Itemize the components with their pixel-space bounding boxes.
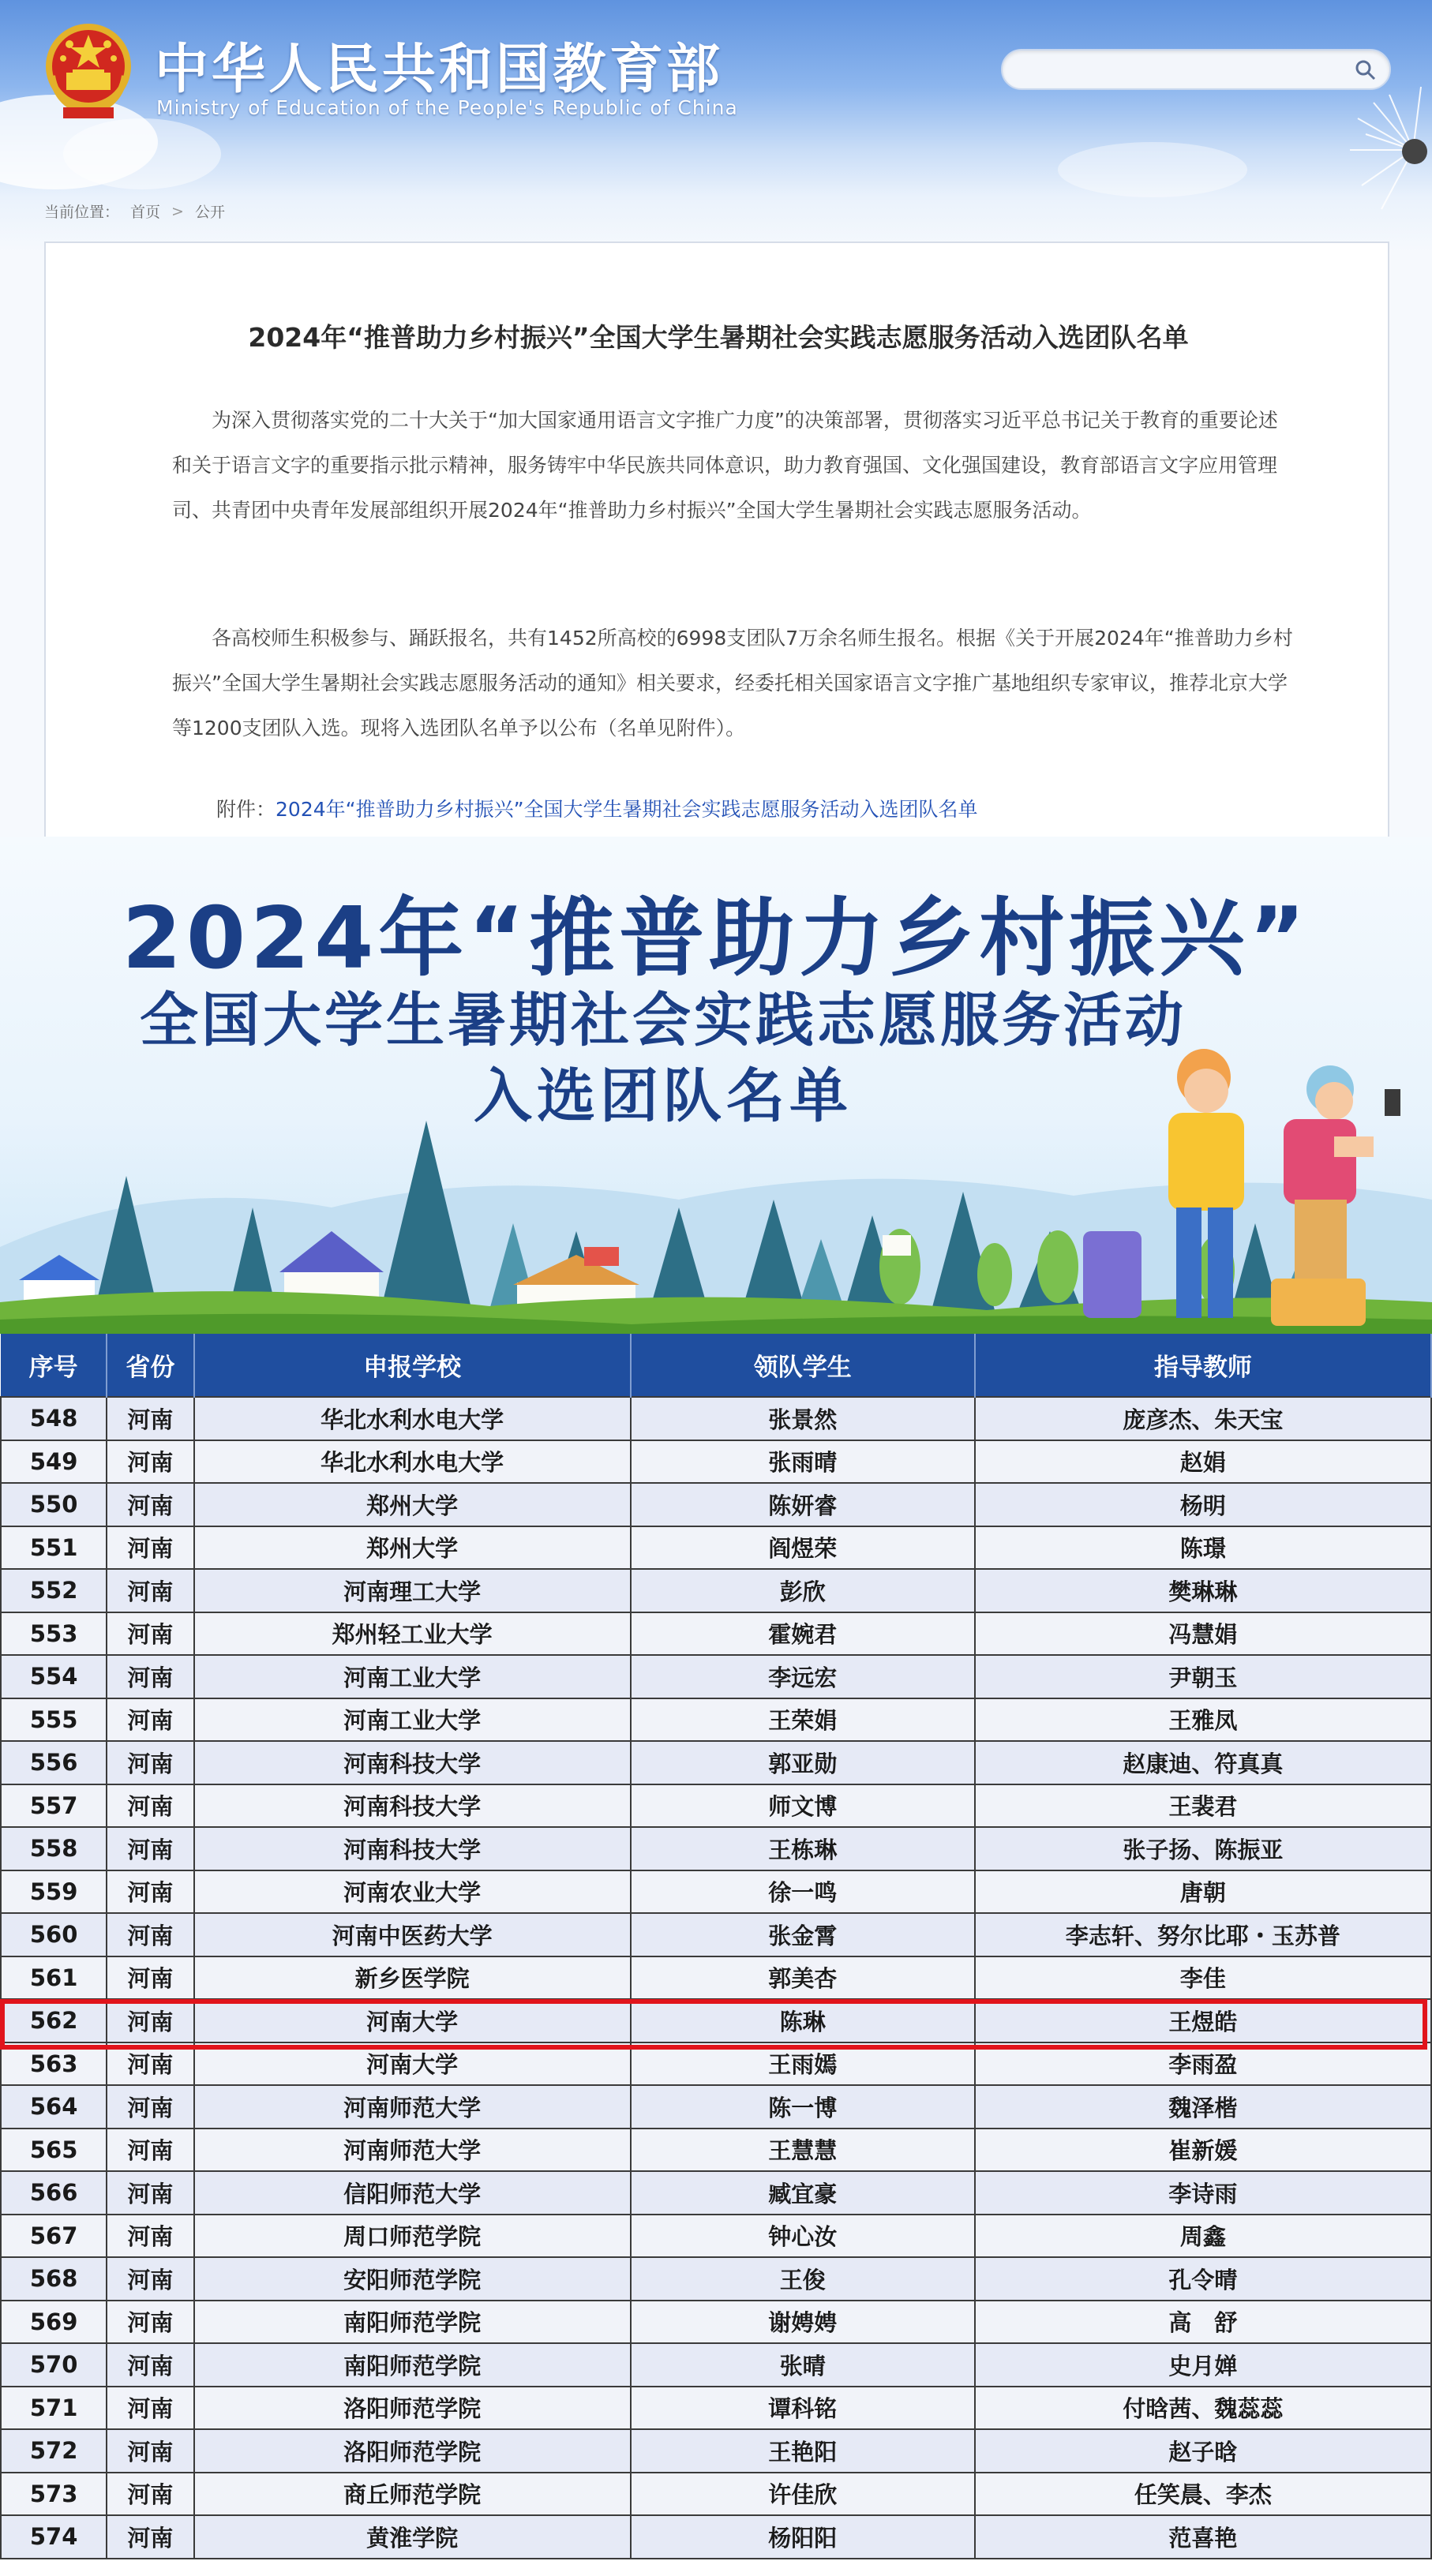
cell-school: 洛阳师范学院 — [194, 2387, 631, 2430]
cell-index: 570 — [1, 2343, 107, 2387]
table-row — [1, 1913, 1431, 1956]
cell-index: 548 — [1, 1397, 107, 1440]
cell-school: 安阳师范学院 — [194, 2257, 631, 2301]
cell-leader: 李远宏 — [631, 1655, 975, 1698]
cell-advisor: 张子扬、陈振亚 — [975, 1827, 1431, 1870]
banner — [0, 837, 1432, 1334]
breadcrumb-public-link[interactable]: 公开 — [194, 204, 225, 221]
cell-province: 河南 — [107, 2473, 193, 2516]
cell-province: 河南 — [107, 2515, 193, 2559]
cell-index: 557 — [1, 1784, 107, 1828]
attachment-label: 附件： — [216, 798, 276, 821]
table-row — [1, 1827, 1431, 1870]
table-row — [1, 1612, 1431, 1656]
cell-school: 河南中医药大学 — [194, 1913, 631, 1956]
cell-province: 河南 — [107, 1741, 193, 1784]
article-card — [44, 242, 1389, 837]
breadcrumb-label: 当前位置： — [44, 204, 120, 221]
cell-index: 563 — [1, 2042, 107, 2086]
attachment-link[interactable]: 2024年“推普助力乡村振兴”全国大学生暑期社会实践志愿服务活动入选团队名单 — [276, 798, 978, 821]
attachment-line — [216, 794, 978, 822]
cell-leader: 郭亚勋 — [631, 1741, 975, 1784]
cell-leader: 王荣娟 — [631, 1698, 975, 1742]
cell-advisor: 王煜皓 — [975, 1999, 1431, 2042]
cell-province: 河南 — [107, 1397, 193, 1440]
table-row — [1, 1483, 1431, 1526]
cell-leader: 臧宜豪 — [631, 2171, 975, 2215]
table-row — [1, 2429, 1431, 2473]
table-row — [1, 2215, 1431, 2258]
cell-index: 566 — [1, 2171, 107, 2215]
site-header — [0, 0, 1432, 837]
cell-index: 559 — [1, 1870, 107, 1914]
cell-school: 南阳师范学院 — [194, 2343, 631, 2387]
cell-province: 河南 — [107, 1612, 193, 1656]
table-row — [1, 1784, 1431, 1828]
cell-school: 洛阳师范学院 — [194, 2429, 631, 2473]
cell-school: 新乡医学院 — [194, 1956, 631, 2000]
cell-province: 河南 — [107, 2257, 193, 2301]
cell-province: 河南 — [107, 2343, 193, 2387]
cell-leader: 陈琳 — [631, 1999, 975, 2042]
cell-school: 河南工业大学 — [194, 1698, 631, 1742]
cell-leader: 张雨晴 — [631, 1440, 975, 1484]
cell-index: 550 — [1, 1483, 107, 1526]
cell-index: 556 — [1, 1741, 107, 1784]
cell-advisor: 李诗雨 — [975, 2171, 1431, 2215]
cell-index: 568 — [1, 2257, 107, 2301]
cloud-decoration — [63, 118, 221, 189]
cell-school: 华北水利水电大学 — [194, 1440, 631, 1484]
banner-title-line-3: 入选团队名单 — [474, 1062, 853, 1130]
table-row — [1, 2085, 1431, 2129]
cell-advisor: 庞彦杰、朱天宝 — [975, 1397, 1431, 1440]
cell-advisor: 冯慧娟 — [975, 1612, 1431, 1656]
cell-advisor: 赵子晗 — [975, 2429, 1431, 2473]
cloud-decoration — [1058, 142, 1247, 197]
cell-index: 574 — [1, 2515, 107, 2559]
table-row — [1, 2473, 1431, 2516]
cell-index: 549 — [1, 1440, 107, 1484]
table-row — [1, 1397, 1431, 1440]
cell-province: 河南 — [107, 1784, 193, 1828]
table-row — [1, 2129, 1431, 2172]
cell-leader: 王慧慧 — [631, 2129, 975, 2172]
cell-leader: 钟心汝 — [631, 2215, 975, 2258]
cell-advisor: 范喜艳 — [975, 2515, 1431, 2559]
cell-school: 信阳师范大学 — [194, 2171, 631, 2215]
team-list-table — [0, 1334, 1432, 2559]
cell-school: 河南师范大学 — [194, 2085, 631, 2129]
cell-advisor: 付晗茜、魏蕊蕊 — [975, 2387, 1431, 2430]
cell-school: 河南科技大学 — [194, 1784, 631, 1828]
column-header-leader: 领队学生 — [631, 1334, 975, 1397]
table-row — [1, 2257, 1431, 2301]
cell-school: 黄淮学院 — [194, 2515, 631, 2559]
cell-advisor: 杨明 — [975, 1483, 1431, 1526]
cell-leader: 张景然 — [631, 1397, 975, 1440]
cell-leader: 阎煜荣 — [631, 1526, 975, 1570]
cell-province: 河南 — [107, 1655, 193, 1698]
site-title[interactable]: 中华人民共和国教育部 — [155, 39, 724, 101]
table-row — [1, 1870, 1431, 1914]
cell-province: 河南 — [107, 2129, 193, 2172]
cell-index: 560 — [1, 1913, 107, 1956]
cell-school: 郑州大学 — [194, 1483, 631, 1526]
column-header-advisor: 指导教师 — [975, 1334, 1431, 1397]
cell-school: 河南科技大学 — [194, 1827, 631, 1870]
cell-leader: 彭欣 — [631, 1569, 975, 1612]
table-row — [1, 2515, 1431, 2559]
column-header-school: 申报学校 — [194, 1334, 631, 1397]
cell-index: 562 — [1, 1999, 107, 2042]
cell-advisor: 李志轩、努尔比耶・玉苏普 — [975, 1913, 1431, 1956]
cell-leader: 杨阳阳 — [631, 2515, 975, 2559]
breadcrumb-separator: > — [171, 202, 184, 220]
table-row — [1, 2387, 1431, 2430]
cell-school: 郑州大学 — [194, 1526, 631, 1570]
cell-province: 河南 — [107, 2387, 193, 2430]
cell-index: 555 — [1, 1698, 107, 1742]
cell-leader: 谢娉娉 — [631, 2301, 975, 2344]
cell-advisor: 周鑫 — [975, 2215, 1431, 2258]
cell-province: 河南 — [107, 1999, 193, 2042]
cell-advisor: 王裴君 — [975, 1784, 1431, 1828]
cell-advisor: 赵康迪、符真真 — [975, 1741, 1431, 1784]
cell-province: 河南 — [107, 1569, 193, 1612]
cell-school: 商丘师范学院 — [194, 2473, 631, 2516]
column-header-index: 序号 — [1, 1334, 107, 1397]
cell-province: 河南 — [107, 1913, 193, 1956]
cell-advisor: 李佳 — [975, 1956, 1431, 2000]
table-row — [1, 1526, 1431, 1570]
cell-province: 河南 — [107, 2171, 193, 2215]
cell-advisor: 任笑晨、李杰 — [975, 2473, 1431, 2516]
cell-school: 河南农业大学 — [194, 1870, 631, 1914]
cell-province: 河南 — [107, 1956, 193, 2000]
cell-index: 558 — [1, 1827, 107, 1870]
cell-school: 华北水利水电大学 — [194, 1397, 631, 1440]
cell-province: 河南 — [107, 1698, 193, 1742]
table-row — [1, 1741, 1431, 1784]
cell-index: 571 — [1, 2387, 107, 2430]
cell-school: 河南大学 — [194, 2042, 631, 2086]
cell-school: 周口师范学院 — [194, 2215, 631, 2258]
cell-leader: 王栋琳 — [631, 1827, 975, 1870]
table-row — [1, 1698, 1431, 1742]
article-paragraph: 各高校师生积极参与、踊跃报名，共有1452所高校的6998支团队7万余名师生报名。根据《关于开展2024年“推普助力乡村振兴”全国大学生暑期社会实践志愿服务活动的通知》相关要求，经委托相关国家语言文字推广基地组织专家审议，推荐北京大学等1200支团队入选。现将入选团队名单予以公布（名单见附件）。 — [172, 627, 1293, 739]
national-emblem-icon — [41, 21, 136, 122]
table-row — [1, 2343, 1431, 2387]
table-row — [1, 2301, 1431, 2344]
cell-province: 河南 — [107, 1483, 193, 1526]
cell-index: 552 — [1, 1569, 107, 1612]
cell-province: 河南 — [107, 1440, 193, 1484]
cell-school: 河南科技大学 — [194, 1741, 631, 1784]
cell-leader: 王雨嫣 — [631, 2042, 975, 2086]
cell-advisor: 魏泽楷 — [975, 2085, 1431, 2129]
column-header-province: 省份 — [107, 1334, 193, 1397]
cell-index: 573 — [1, 2473, 107, 2516]
cell-index: 551 — [1, 1526, 107, 1570]
cell-province: 河南 — [107, 2085, 193, 2129]
search-input[interactable] — [1017, 57, 1333, 84]
cell-index: 553 — [1, 1612, 107, 1656]
cell-advisor: 史月婵 — [975, 2343, 1431, 2387]
cell-advisor: 李雨盈 — [975, 2042, 1431, 2086]
cell-leader: 谭科铭 — [631, 2387, 975, 2430]
cell-advisor: 赵娟 — [975, 1440, 1431, 1484]
cell-school: 南阳师范学院 — [194, 2301, 631, 2344]
table-row — [1, 2042, 1431, 2086]
cell-index: 572 — [1, 2429, 107, 2473]
cell-school: 河南理工大学 — [194, 1569, 631, 1612]
cell-school: 河南工业大学 — [194, 1655, 631, 1698]
cell-province: 河南 — [107, 2215, 193, 2258]
cell-province: 河南 — [107, 2042, 193, 2086]
cell-index: 567 — [1, 2215, 107, 2258]
cell-advisor: 陈璟 — [975, 1526, 1431, 1570]
breadcrumb — [44, 200, 225, 222]
banner-title-line-2: 全国大学生暑期社会实践志愿服务活动 — [140, 987, 1186, 1054]
dandelion-decoration-icon — [1326, 32, 1432, 237]
banner-title-line-1: 2024年“推普助力乡村振兴” — [122, 889, 1310, 988]
breadcrumb-home-link[interactable]: 首页 — [130, 204, 161, 221]
cell-index: 561 — [1, 1956, 107, 2000]
cell-school: 河南师范大学 — [194, 2129, 631, 2172]
cell-advisor: 樊琳琳 — [975, 1569, 1431, 1612]
cell-advisor: 高 舒 — [975, 2301, 1431, 2344]
cell-index: 554 — [1, 1655, 107, 1698]
table-header-row — [1, 1334, 1431, 1397]
cell-advisor: 孔令晴 — [975, 2257, 1431, 2301]
table-row — [1, 1655, 1431, 1698]
cell-advisor: 王雅凤 — [975, 1698, 1431, 1742]
cell-leader: 陈妍睿 — [631, 1483, 975, 1526]
cell-advisor: 唐朝 — [975, 1870, 1431, 1914]
table-row — [1, 1956, 1431, 2000]
cell-leader: 王艳阳 — [631, 2429, 975, 2473]
table-row — [1, 1999, 1431, 2042]
cell-index: 565 — [1, 2129, 107, 2172]
cell-advisor: 崔新媛 — [975, 2129, 1431, 2172]
cell-index: 569 — [1, 2301, 107, 2344]
cell-province: 河南 — [107, 2429, 193, 2473]
table-body — [1, 1397, 1431, 2559]
cell-province: 河南 — [107, 2301, 193, 2344]
cell-leader: 霍婉君 — [631, 1612, 975, 1656]
cell-leader: 张晴 — [631, 2343, 975, 2387]
cell-province: 河南 — [107, 1827, 193, 1870]
cell-school: 河南大学 — [194, 1999, 631, 2042]
cell-leader: 师文博 — [631, 1784, 975, 1828]
cell-province: 河南 — [107, 1526, 193, 1570]
cell-leader: 许佳欣 — [631, 2473, 975, 2516]
cell-advisor: 尹朝玉 — [975, 1655, 1431, 1698]
article-title: 2024年“推普助力乡村振兴”全国大学生暑期社会实践志愿服务活动入选团队名单 — [248, 322, 1189, 353]
cell-school: 郑州轻工业大学 — [194, 1612, 631, 1656]
cell-province: 河南 — [107, 1870, 193, 1914]
article-paragraph: 为深入贯彻落实党的二十大关于“加大国家通用语言文字推广力度”的决策部署，贯彻落实习近平总书记关于教育的重要论述和关于语言文字的重要指示批示精神，服务铸牢中华民族共同体意识，助力教育强国、文化强国建设，教育部语言文字应用管理司、共青团中央青年发展部组织开展2024年“推普助力乡村振兴”全国大学生暑期社会实践志愿服务活动。 — [172, 409, 1278, 522]
table-row — [1, 2171, 1431, 2215]
cell-index: 564 — [1, 2085, 107, 2129]
table-row — [1, 1569, 1431, 1612]
cell-leader: 陈一博 — [631, 2085, 975, 2129]
cell-leader: 王俊 — [631, 2257, 975, 2301]
site-subtitle: Ministry of Education of the People's Republic of China — [156, 96, 738, 119]
cell-leader: 张金霄 — [631, 1913, 975, 1956]
cell-leader: 徐一鸣 — [631, 1870, 975, 1914]
table-row — [1, 1440, 1431, 1484]
cell-leader: 郭美杏 — [631, 1956, 975, 2000]
